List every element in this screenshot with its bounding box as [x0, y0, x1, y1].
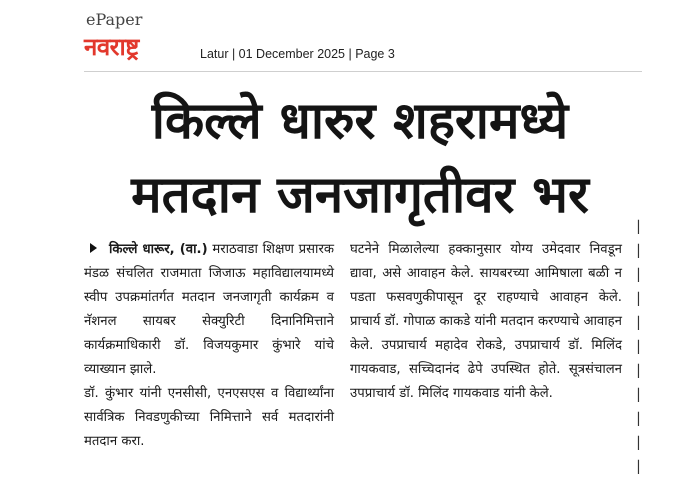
article-paragraph-1 — [84, 238, 334, 382]
masthead — [0, 0, 700, 72]
headline-line-1: किल्ले धारुर शहरामध्ये — [151, 92, 569, 151]
article-paragraph-2: डॉ. कुंभार यांनी एनसीसी, एनएसएस व विद्यार्थ्यांना सार्वत्रिक निवडणुकीच्या निमित्ताने सर्व मतदारांनी मतदान करा. — [84, 386, 334, 449]
edition-info: Latur | 01 December 2025 | Page 3 — [200, 47, 395, 61]
triangle-bullet-icon — [90, 243, 97, 253]
navarashtra-logo[interactable]: नवराष्ट्र — [84, 33, 139, 61]
headline-line-2: मतदान जनजागृतीवर भर — [131, 166, 589, 225]
article-column-2 — [350, 238, 622, 406]
article-column-1 — [84, 238, 334, 454]
adjacent-article-edge: ▏ ▏ ▏ ▏ ▏ ▏ ▏ ▏ ▏ ▏ ▏ — [638, 220, 648, 474]
dateline: किल्ले धारूर, (वा.) — [109, 242, 208, 257]
article-paragraph-3: घटनेने मिळालेल्या हक्कानुसार योग्य उमेदवार निवडून द्यावा, असे आवाहन केले. सायबरच्या आमिषाला बळी न पडता फसवणुकीपासून दूर राहण्याचे आवाहन केले. प्राचार्य डॉ. गोपाळ काकडे यांनी मतदान करण्याचे आवाहन केले. उपप्राचार्य महादेव रोकडे, उपप्राचार्य डॉ. मिलिंद गायकवाड, सच्चिदानंद ढेपे उपस्थित होते. सूत्रसंचालन उपप्राचार्य डॉ. मिलिंद गायकवाड यांनी केले. — [350, 242, 622, 401]
masthead-divider — [84, 71, 642, 72]
paragraph-1-text: मराठवाडा शिक्षण प्रसारक मंडळ संचलित राजमाता जिजाऊ महाविद्यालयामध्ये स्वीप उपक्रमांतर्गत मतदान जनजागृती कार्यक्रम व नॅशनल सायबर सेक्युरिटी दिनानिमित्ताने कार्यक्रमाधिकारी डॉ. विजयकुमार कुंभारे यांचे व्याख्यान झाले. — [84, 242, 334, 377]
epaper-label: ePaper — [86, 10, 143, 29]
column-gutter — [342, 238, 343, 478]
